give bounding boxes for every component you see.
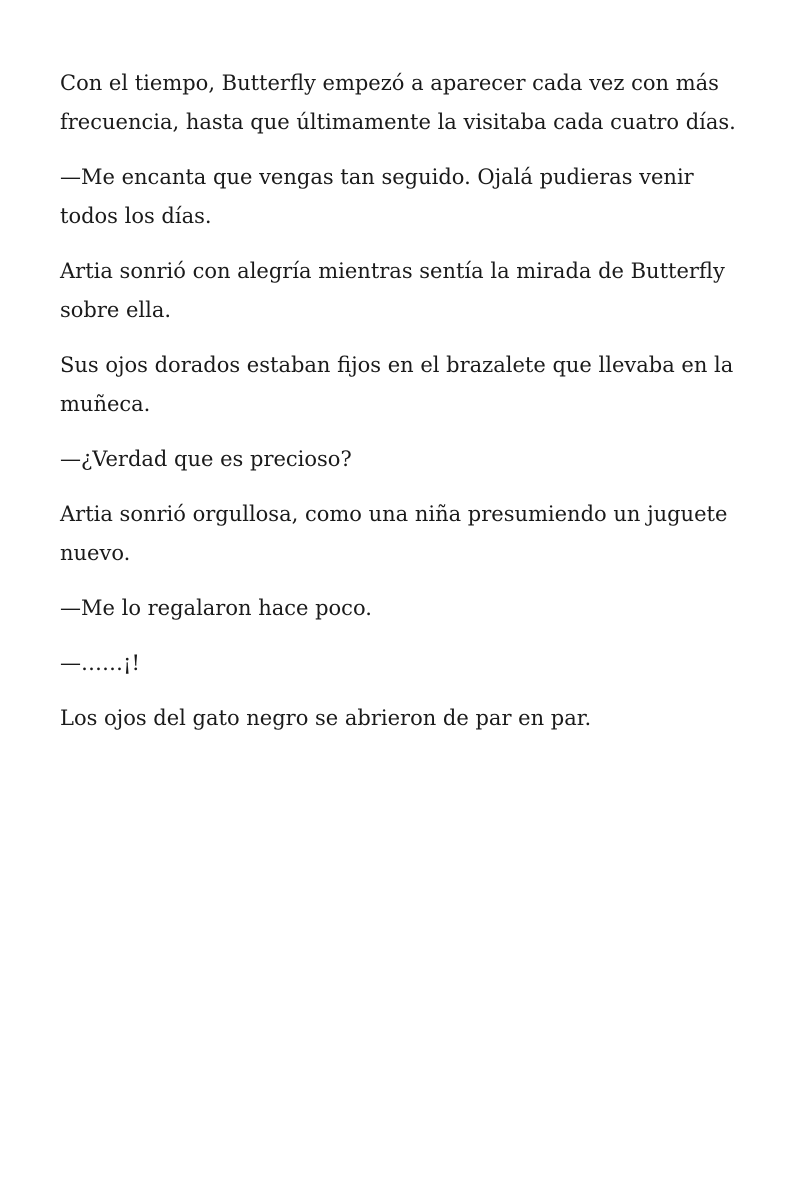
paragraph: Sus ojos dorados estaban fijos en el brazalete que llevaba en la muñeca.	[60, 353, 734, 416]
paragraph: Artia sonrió orgullosa, como una niña presumiendo un juguete nuevo.	[60, 502, 728, 565]
paragraph: —Me encanta que vengas tan seguido. Ojalá pudieras venir todos los días.	[60, 165, 694, 228]
page-text	[60, 64, 750, 754]
paragraph: —Me lo regalaron hace poco.	[60, 596, 372, 620]
paragraph: Los ojos del gato negro se abrieron de par en par.	[60, 706, 592, 730]
paragraph: —……¡!	[60, 651, 140, 675]
paragraph: —¿Verdad que es precioso?	[60, 447, 352, 471]
paragraph: Artia sonrió con alegría mientras sentía la mirada de Butterfly sobre ella.	[60, 259, 725, 322]
paragraph: Con el tiempo, Butterfly empezó a aparecer cada vez con más frecuencia, hasta que últimamente la visitaba cada cuatro días.	[60, 71, 736, 134]
